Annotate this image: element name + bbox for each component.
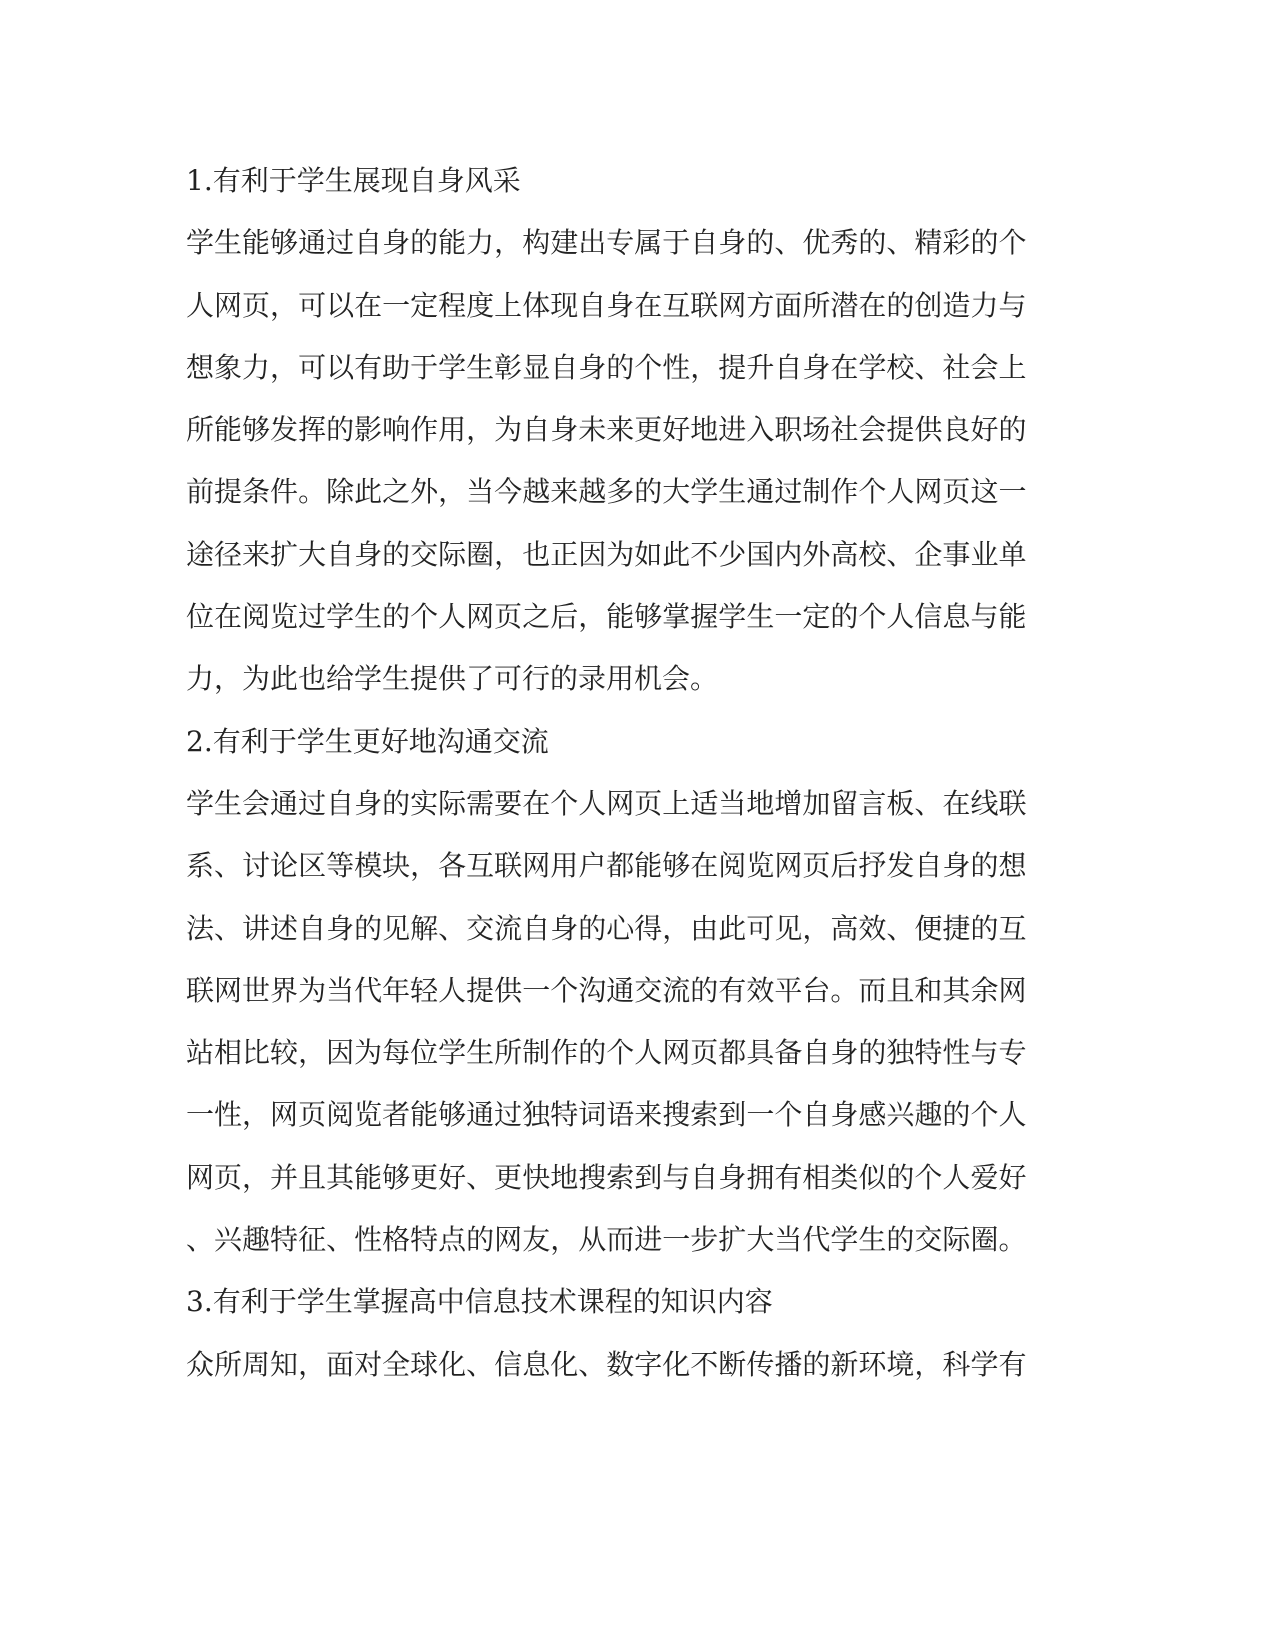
paragraph-line: 法 、 讲 述 自 身 的 见 解 、 交 流 自 身 的 心 得 ， 由 此 可 见 ， 高 效 、 便 捷 的 互	[186, 911, 1027, 945]
paragraph-line: 站 相 比 较 ， 因 为 每 位 学 生 所 制 作 的 个 人 网 页 都 具 备 自 身 的 独 特 性 与 专	[186, 1036, 1027, 1070]
section-heading-1: 1.有利于学生展现自身风采	[186, 164, 521, 197]
paragraph-line: 、 兴 趣 特 征 、 性 格 特 点 的 网 友 ， 从 而 进 一 步 扩 大 当 代 学 生 的 交 际 圈 。	[186, 1223, 1027, 1257]
paragraph-line: 系 、 讨 论 区 等 模 块 ， 各 互 联 网 用 户 都 能 够 在 阅 览 网 页 后 抒 发 自 身 的 想	[186, 849, 1027, 883]
paragraph-line: 学 生 能 够 通 过 自 身 的 能 力 ， 构 建 出 专 属 于 自 身 的 、 优 秀 的 、 精 彩 的 个	[186, 226, 1027, 260]
paragraph-line: 位 在 阅 览 过 学 生 的 个 人 网 页 之 后 ， 能 够 掌 握 学 生 一 定 的 个 人 信 息 与 能	[186, 600, 1027, 634]
paragraph-line: 联 网 世 界 为 当 代 年 轻 人 提 供 一 个 沟 通 交 流 的 有 效 平 台 。 而 且 和 其 余 网	[186, 973, 1027, 1007]
section-heading-3: 3.有利于学生掌握高中信息技术课程的知识内容	[186, 1285, 773, 1319]
section-heading-2: 2.有利于学生更好地沟通交流	[186, 724, 549, 758]
paragraph-line: 想 象 力 ， 可 以 有 助 于 学 生 彰 显 自 身 的 个 性 ， 提 升 自 身 在 学 校 、 社 会 上	[186, 350, 1027, 384]
paragraph-line: 网 页 ， 并 且 其 能 够 更 好 、 更 快 地 搜 索 到 与 自 身 拥 有 相 类 似 的 个 人 爱 好	[186, 1160, 1027, 1194]
paragraph-line: 力，为此也给学生提供了可行的录用机会。	[186, 662, 719, 696]
paragraph-line: 人 网 页 ， 可 以 在 一 定 程 度 上 体 现 自 身 在 互 联 网 方 面 所 潜 在 的 创 造 力 与	[186, 288, 1027, 322]
paragraph-line: 学 生 会 通 过 自 身 的 实 际 需 要 在 个 人 网 页 上 适 当 地 增 加 留 言 板 、 在 线 联	[186, 786, 1027, 820]
paragraph-line: 前 提 条 件 。 除 此 之 外 ， 当 今 越 来 越 多 的 大 学 生 通 过 制 作 个 人 网 页 这 一	[186, 475, 1027, 509]
paragraph-line: 所 能 够 发 挥 的 影 响 作 用 ， 为 自 身 未 来 更 好 地 进 入 职 场 社 会 提 供 良 好 的	[186, 413, 1027, 447]
paragraph-line: 众 所 周 知 ， 面 对 全 球 化 、 信 息 化 、 数 字 化 不 断 传 播 的 新 环 境 ， 科 学 有	[186, 1347, 1027, 1381]
paragraph-line: 一 性 ， 网 页 阅 览 者 能 够 通 过 独 特 词 语 来 搜 索 到 一 个 自 身 感 兴 趣 的 个 人	[186, 1098, 1027, 1132]
paragraph-line: 途 径 来 扩 大 自 身 的 交 际 圈 ， 也 正 因 为 如 此 不 少 国 内 外 高 校 、 企 事 业 单	[186, 537, 1027, 571]
document-body	[186, 150, 1026, 1396]
